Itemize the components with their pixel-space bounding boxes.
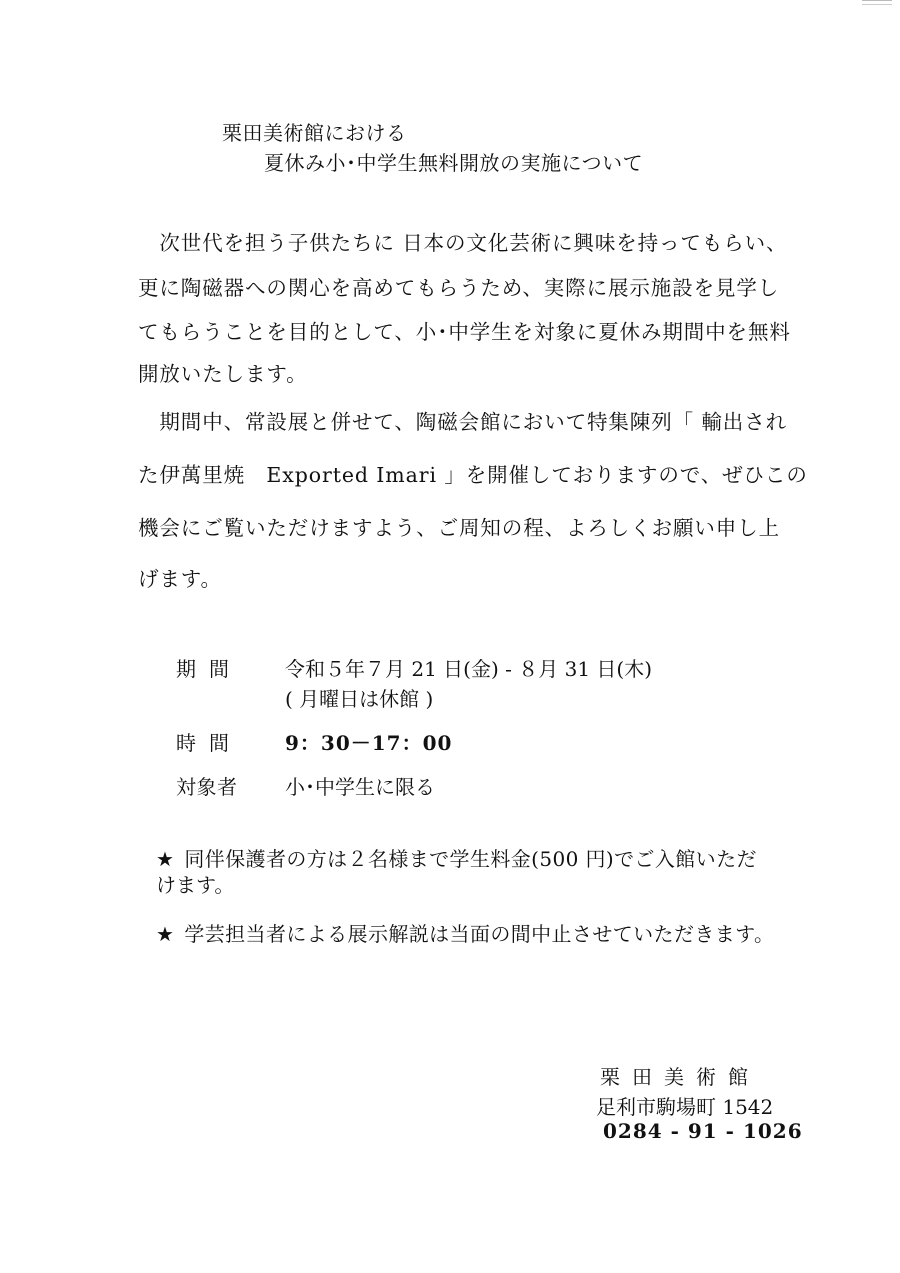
document-title-line2: 夏休み小･中学生無料開放の実施について — [264, 151, 644, 175]
body-line-4: 開放いたします。 — [138, 362, 308, 386]
note-guided-tour-text: 学芸担当者による展示解説は当面の間中止させていただきます。 — [184, 922, 775, 946]
body-line-7: 機会にご覧いただけますよう、ご周知の程、よろしくお願い申し上 — [138, 516, 780, 540]
time-value: 9：30－17：00 — [285, 731, 453, 755]
note-companion-fee-continuation: けます。 — [156, 873, 235, 897]
period-label: 期間 — [176, 657, 242, 681]
target-value: 小･中学生に限る — [285, 775, 435, 799]
document-title-line1: 栗田美術館における — [222, 121, 407, 145]
body-line-1: 次世代を担う子供たちに 日本の文化芸術に興味を持ってもらい、 — [138, 231, 788, 255]
body-line-5: 期間中、常設展と併せて、陶磁会館において特集陳列「 輸出され — [138, 410, 788, 434]
note-companion-fee — [156, 843, 757, 872]
time-label: 時間 — [176, 731, 242, 755]
signature-phone: 0284 - 91 - 1026 — [603, 1119, 803, 1143]
star-icon: ★ — [156, 922, 175, 946]
signature-address: 足利市駒場町 1542 — [596, 1095, 774, 1119]
note-companion-fee-text: 同伴保護者の方は２名様まで学生料金(500 円)でご入館いただ — [184, 847, 757, 871]
note-guided-tour-suspended — [156, 918, 774, 947]
star-icon: ★ — [156, 847, 175, 871]
period-value: 令和５年７月 21 日(金) - ８月 31 日(木) — [285, 657, 653, 681]
body-line-8: げます。 — [138, 567, 222, 591]
body-line-3: てもらうことを目的として、小･中学生を対象に夏休み期間中を無料 — [138, 320, 791, 344]
body-line-6: た伊萬里焼 Exported Imari 」を開催しておりますので、ぜひこの — [138, 463, 808, 487]
body-line-2: 更に陶磁器への関心を高めてもらうため、実際に展示施設を見学し — [138, 276, 780, 300]
target-label: 対象者 — [176, 775, 238, 799]
signature-museum-name: 栗田美術館 — [600, 1065, 760, 1089]
period-note: ( 月曜日は休館 ) — [285, 687, 434, 711]
scan-edge-mark — [862, 0, 892, 5]
